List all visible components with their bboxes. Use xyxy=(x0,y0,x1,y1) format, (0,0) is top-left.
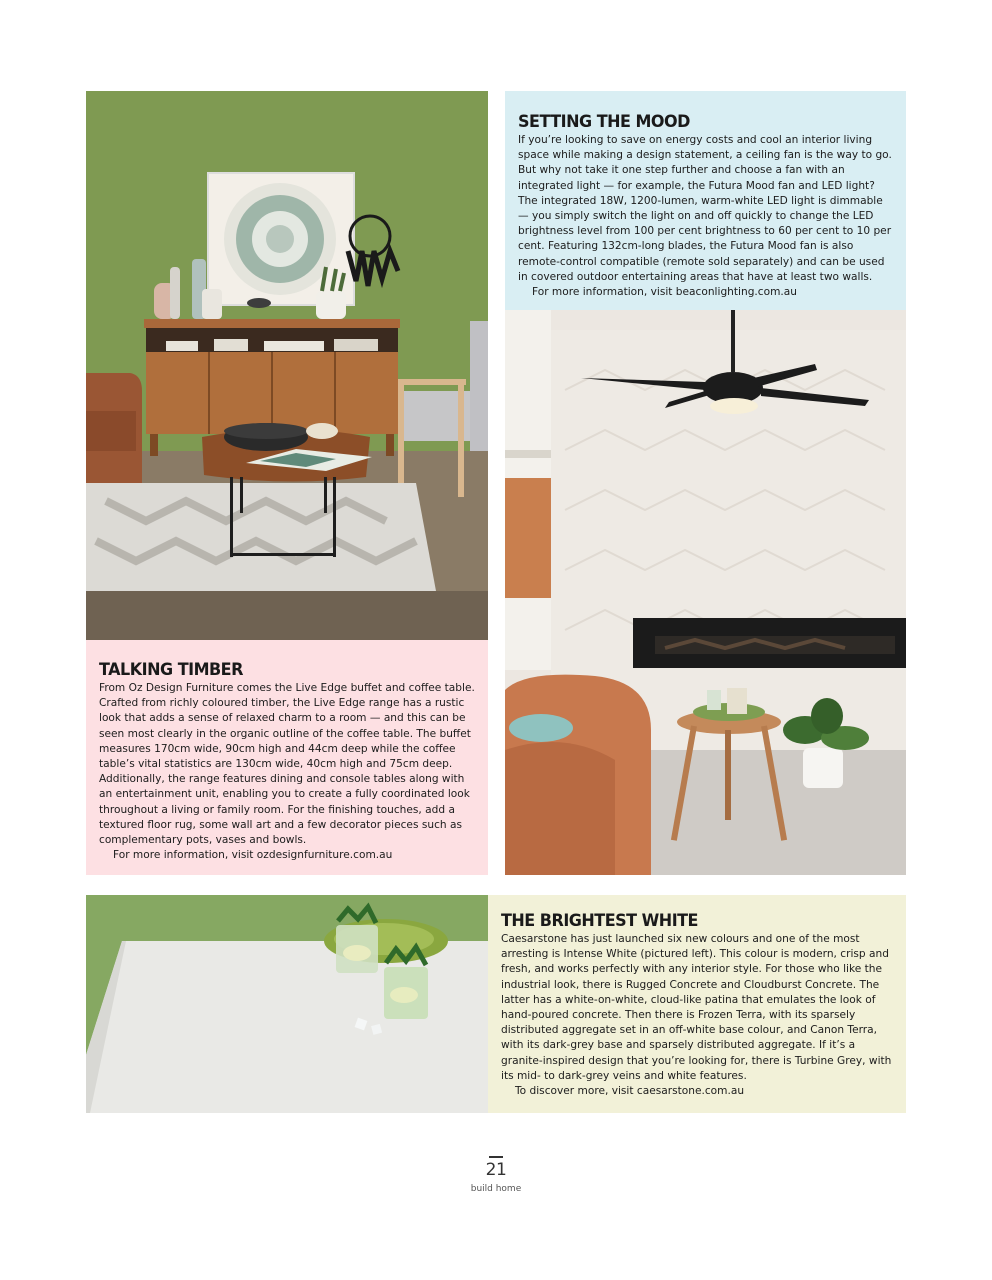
setting-the-mood-heading: SETTING THE MOOD xyxy=(518,111,690,132)
brightest-white-heading: THE BRIGHTEST WHITE xyxy=(501,910,698,931)
talking-timber-link-text: For more information, visit ozdesignfurniture.com.au xyxy=(113,849,393,862)
benchtop-photo xyxy=(86,895,488,1113)
benchtop-illustration xyxy=(86,895,488,1113)
brightest-white-body: Caesarstone has just launched six new colours and one of the most arresting is Intense White (pictured left). This colour is modern, crisp and fresh, and works perfectly with any interior style. For those who like the industrial look, there is Rugged Concrete and Cloudburst Concrete. The latter has a white-on-white, cloud-like patina that emulates the look of hand-poured concrete. Then there is Frozen Terra, with its sparsely distributed aggregate set in an off-white base colour, and Canon Terra, with its dark-grey base and sparsely distributed aggregate. If it’s a granite-inspired design that you’re looking for, there is Turbine Grey, with its mid- to dark-grey veins and white features. xyxy=(501,933,892,1082)
setting-the-mood-panel xyxy=(505,91,906,310)
page-number: 21 xyxy=(485,1160,507,1180)
talking-timber-heading: TALKING TIMBER xyxy=(99,659,243,680)
folio-rule xyxy=(489,1156,503,1158)
talking-timber-body: From Oz Design Furniture comes the Live Edge buffet and coffee table. Crafted from richly coloured timber, the Live Edge range has a rustic look that adds a sense of relaxed charm to a room — and this can be seen most clearly in the organic outline of the coffee table. The buffet measures 170cm wide, 90cm high and 44cm deep while the coffee table’s vital statistics are 130cm wide, 40cm high and 75cm deep. Additionally, the range features dining and console tables along with an entertainment unit, enabling you to create a fully coordinated look throughout a living or family room. For the finishing touches, add a textured floor rug, some wall art and a few decorator pieces such as complementary pots, vases and bowls. xyxy=(99,682,475,847)
living-room-illustration xyxy=(86,91,488,640)
setting-the-mood-link-text: For more information, visit beaconlighting.com.au xyxy=(532,286,797,299)
living-room-photo xyxy=(86,91,488,640)
ceiling-fan-illustration xyxy=(505,310,906,875)
magazine-name: build home xyxy=(470,1184,522,1194)
setting-the-mood-body: If you’re looking to save on energy costs and cool an interior living space while making a design statement, a ceiling fan is the way to go. But why not take it one step further and choose a fan with an integrated light — for example, the Futura Mood fan and LED light? The integrated 18W, 1200-lumen, warm-white LED light is dimmable — you simply switch the light on and off quickly to change the LED brightness level from 100 per cent brightness to 60 per cent to 10 per cent. Featuring 132cm-long blades, the Futura Mood fan is also remote-control compatible (remote sold separately) and can be used in covered outdoor entertaining areas that have at least two walls. xyxy=(518,134,892,283)
brightest-white-panel xyxy=(488,895,906,1113)
talking-timber-panel xyxy=(86,640,488,875)
brightest-white-link-text: To discover more, visit caesarstone.com.au xyxy=(515,1085,745,1098)
ceiling-fan-photo xyxy=(505,310,906,875)
